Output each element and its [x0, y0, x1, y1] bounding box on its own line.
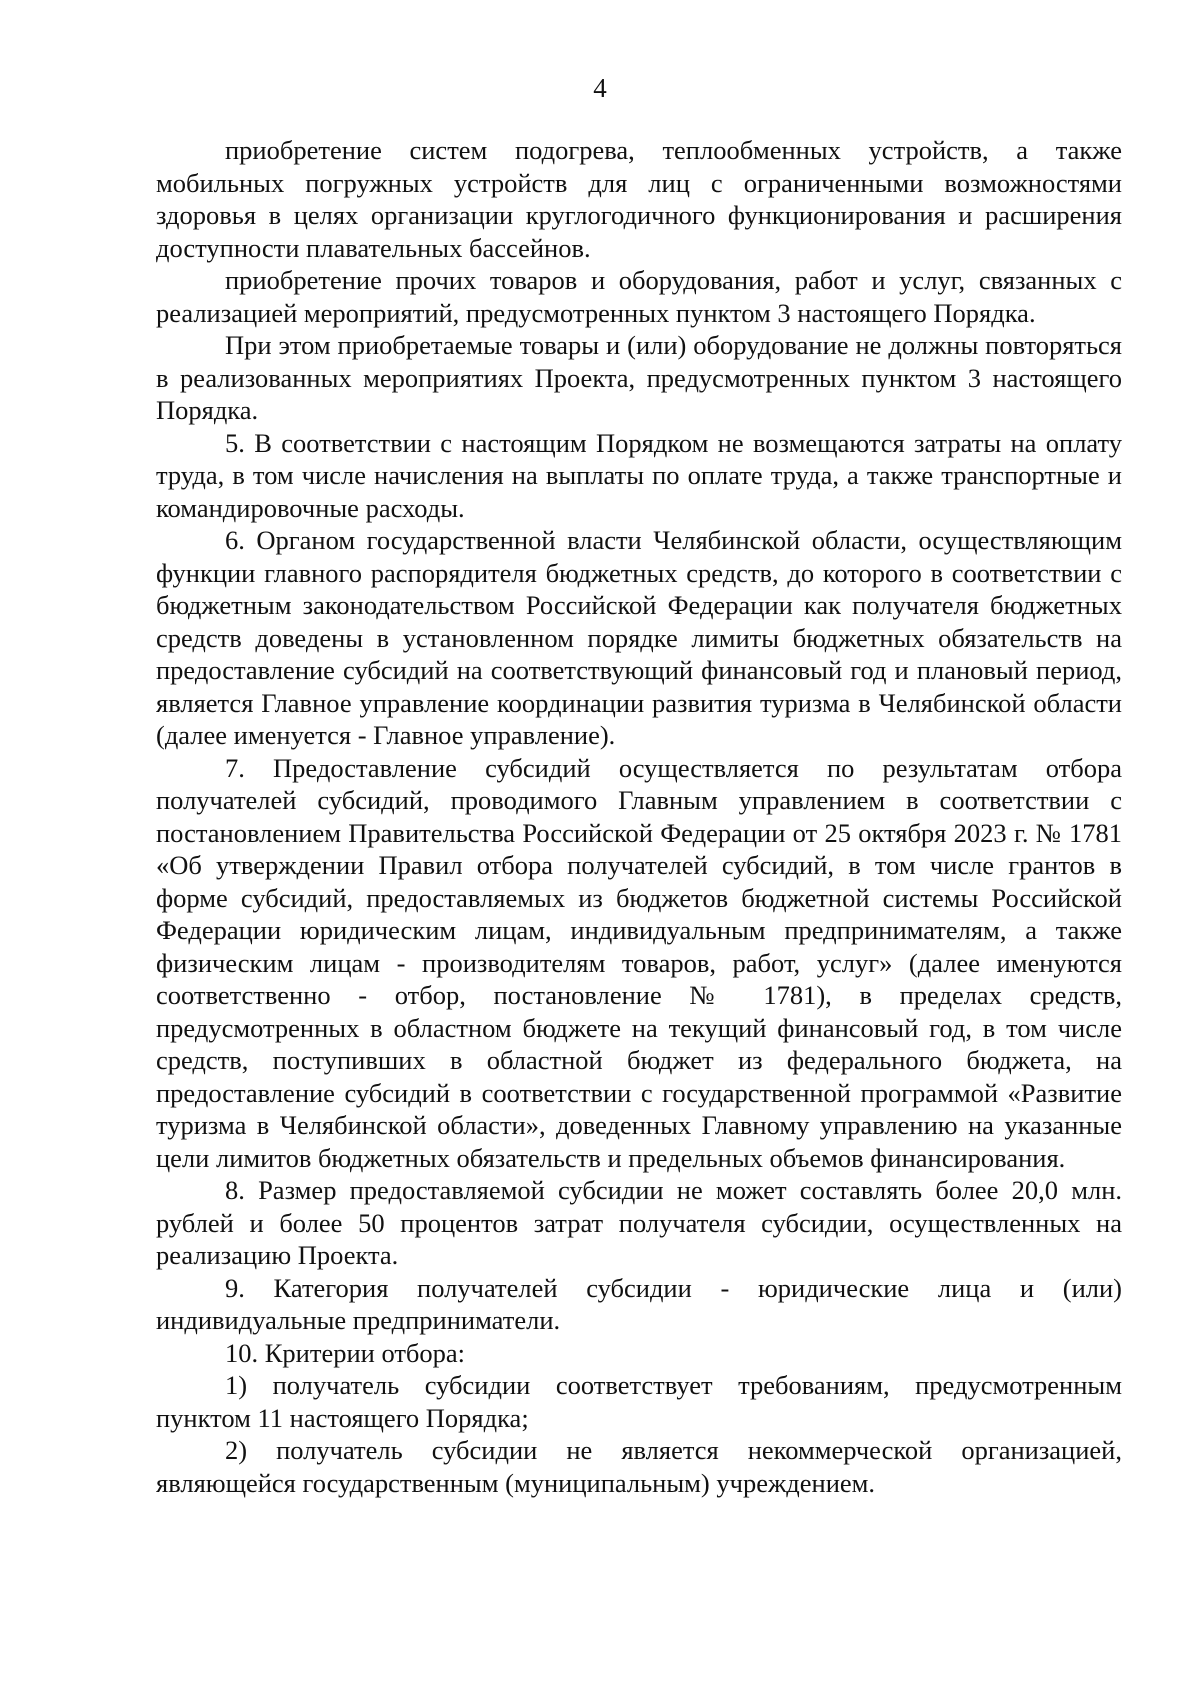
document-body	[156, 134, 1122, 1499]
paragraph-item-5: 5. В соответствии с настоящим Порядком не возмещаются затраты на оплату труда, в том числе начисления на выплаты по оплате труда, а также транспортные и командировочные расходы.	[156, 427, 1122, 523]
paragraph-heating-systems: приобретение систем подогрева, теплообменных устройств, а также мобильных погружных устройств для лиц с ограниченными возможностями здоровья в целях организации круглогодичного функционирования и расширения доступности плавательных бассейнов.	[156, 135, 1122, 263]
paragraph-item-7: 7. Предоставление субсидий осуществляется по результатам отбора получателей субсидий, проводимого Главным управлением в соответствии с постановлением Правительства Российской Федерации от 25 октября 2023 г. № 1781 «Об утверждении Правил отбора получателей субсидий, в том числе грантов в форме субсидий, предоставляемых из бюджетов бюджетной системы Российской Федерации юридическим лицам, индивидуальным предпринимателям, а также физическим лицам - производителям товаров, работ, услуг» (далее именуются соответственно - отбор, постановление № 1781), в пределах средств, предусмотренных в областном бюджете на текущий финансовый год, в том числе средств, поступивших в областной бюджет из федерального бюджета, на предоставление субсидий в соответствии с государственной программой «Развитие туризма в Челябинской области», доведенных Главному управлению на указанные цели лимитов бюджетных обязательств и предельных объемов финансирования.	[156, 752, 1122, 1173]
paragraph-no-repetition: При этом приобретаемые товары и (или) оборудование не должны повторяться в реализованных мероприятиях Проекта, предусмотренных пунктом 3 настоящего Порядка.	[156, 330, 1122, 425]
page-number: 4	[593, 73, 607, 103]
paragraph-item-10: 10. Критерии отбора:	[225, 1337, 466, 1368]
paragraph-item-6: 6. Органом государственной власти Челябинской области, осуществляющим функции главного распорядителя бюджетных средств, до которого в соответствии с бюджетным законодательством Российской Федерации как получателя бюджетных средств доведены в установленном порядке лимиты бюджетных обязательств на предоставление субсидий на соответствующий финансовый год и плановый период, является Главное управление координации развития туризма в Челябинской области (далее именуется - Главное управление).	[156, 525, 1122, 750]
paragraph-criterion-1: 1) получатель субсидии соответствует требованиям, предусмотренным пунктом 11 настоящего Порядка;	[156, 1370, 1122, 1433]
paragraph-criterion-2: 2) получатель субсидии не является некоммерческой организацией, являющейся государственным (муниципальным) учреждением.	[156, 1435, 1122, 1498]
paragraph-item-9: 9. Категория получателей субсидии - юридические лица и (или) индивидуальные предприниматели.	[156, 1272, 1122, 1335]
paragraph-other-goods: приобретение прочих товаров и оборудования, работ и услуг, связанных с реализацией мероприятий, предусмотренных пунктом 3 настоящего Порядка.	[156, 265, 1122, 328]
paragraph-item-8: 8. Размер предоставляемой субсидии не может составлять более 20,0 млн. рублей и более 50 процентов затрат получателя субсидии, осуществленных на реализацию Проекта.	[156, 1175, 1122, 1270]
